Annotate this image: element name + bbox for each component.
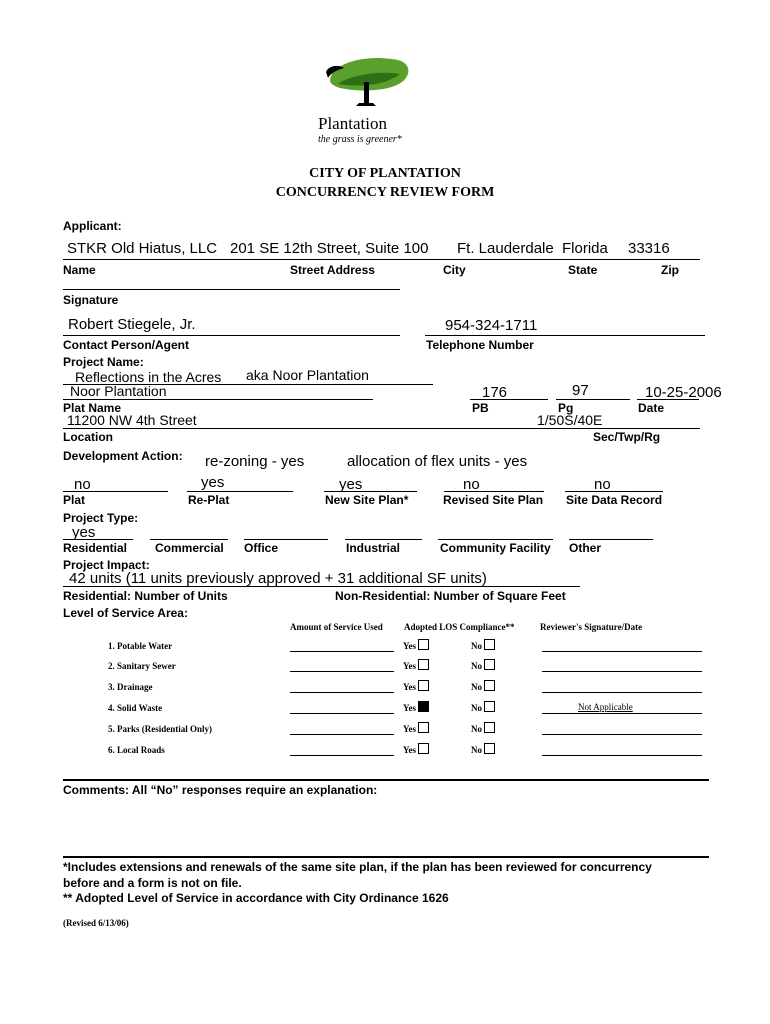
los-yes-option: [403, 701, 429, 713]
no-checkbox[interactable]: [484, 659, 495, 670]
new-site-plan-value[interactable]: yes: [339, 476, 363, 493]
yes-label: Yes: [403, 703, 416, 713]
no-checkbox[interactable]: [484, 722, 495, 733]
development-action-label: Development Action:: [63, 449, 183, 463]
yes-checkbox[interactable]: [418, 659, 429, 670]
footnote-1b: before and a form is not on file.: [63, 876, 242, 890]
replat-value[interactable]: yes: [201, 474, 225, 491]
signature-line[interactable]: [63, 289, 400, 290]
reviewer-signature-field[interactable]: [542, 692, 702, 693]
city-label: City: [443, 263, 466, 277]
divider: [63, 491, 168, 492]
divider: [345, 539, 422, 540]
office-label: Office: [244, 541, 279, 555]
divider: [244, 539, 328, 540]
sec-twp-rg-label: Sec/Twp/Rg: [593, 430, 661, 444]
los-no-option: [471, 701, 495, 713]
yes-label: Yes: [403, 641, 416, 651]
street-label: Street Address: [290, 263, 375, 277]
project-impact-label: Project Impact:: [63, 558, 150, 572]
divider: [63, 539, 133, 540]
contact-person[interactable]: Robert Stiegele, Jr.: [68, 316, 196, 333]
divider: [438, 539, 553, 540]
applicant-street[interactable]: 201 SE 12th Street, Suite 100: [230, 240, 429, 257]
no-label: No: [471, 661, 482, 671]
divider: [425, 335, 705, 336]
state-label: State: [568, 263, 598, 277]
yes-label: Yes: [403, 661, 416, 671]
amount-used-field[interactable]: [290, 713, 394, 714]
no-label: No: [471, 682, 482, 692]
los-label: Level of Service Area:: [63, 606, 188, 620]
los-row-label: 3. Drainage: [108, 682, 153, 692]
amount-used-field[interactable]: [290, 651, 394, 652]
no-label: No: [471, 641, 482, 651]
los-no-option: [471, 659, 495, 671]
amount-used-field[interactable]: [290, 692, 394, 693]
signature-label: Signature: [63, 293, 119, 307]
divider: [324, 491, 417, 492]
yes-checkbox[interactable]: [418, 722, 429, 733]
amount-used-field[interactable]: [290, 755, 394, 756]
divider: [569, 539, 653, 540]
location-label: Location: [63, 430, 113, 444]
divider: [470, 399, 548, 400]
los-yes-option: [403, 680, 429, 692]
sec-twp-rg-value[interactable]: 1/50S/40E: [537, 412, 603, 428]
yes-label: Yes: [403, 745, 416, 755]
no-label: No: [471, 745, 482, 755]
amount-used-field[interactable]: [290, 671, 394, 672]
los-header-amount: Amount of Service Used: [290, 622, 383, 632]
no-checkbox[interactable]: [484, 639, 495, 650]
reviewer-signature-field[interactable]: [542, 651, 702, 652]
comments-bottom-rule: [63, 856, 709, 858]
los-header-adopted: Adopted LOS Compliance**: [404, 622, 515, 632]
divider: [63, 399, 373, 400]
applicant-zip[interactable]: 33316: [628, 240, 670, 257]
form-title-line2: CONCURRENCY REVIEW FORM: [275, 185, 495, 200]
applicant-state[interactable]: Florida: [562, 240, 608, 257]
zip-label: Zip: [661, 263, 679, 277]
reviewer-signature-field[interactable]: [542, 755, 702, 756]
yes-checkbox[interactable]: [418, 701, 429, 712]
plat-name-label: Plat Name: [63, 401, 122, 415]
comments-label: Comments: All “No” responses require an explanation:: [63, 783, 378, 797]
divider: [63, 428, 700, 429]
replat-label: Re-Plat: [188, 493, 230, 507]
footnote-2: ** Adopted Level of Service in accordance with City Ordinance 1626: [63, 891, 449, 905]
yes-checkbox[interactable]: [418, 680, 429, 691]
los-no-option: [471, 722, 495, 734]
applicant-name[interactable]: STKR Old Hiatus, LLC: [67, 240, 218, 257]
date-label: Date: [638, 401, 665, 415]
divider: [444, 491, 544, 492]
phone-label: Telephone Number: [426, 338, 534, 352]
no-label: No: [471, 724, 482, 734]
revised-site-plan-label: Revised Site Plan: [443, 493, 544, 507]
nonresidential-sqft-label: Non-Residential: Number of Square Feet: [335, 589, 566, 603]
divider: [150, 539, 228, 540]
reviewer-signature-field[interactable]: [542, 734, 702, 735]
reviewer-signature-field[interactable]: [542, 713, 702, 714]
logo-wordmark: Plantation: [318, 114, 387, 133]
los-no-option: [471, 639, 495, 651]
los-row-label: 2. Sanitary Sewer: [108, 661, 176, 671]
los-row-label: 5. Parks (Residential Only): [108, 724, 213, 734]
plat-value[interactable]: no: [74, 476, 91, 493]
no-checkbox[interactable]: [484, 743, 495, 754]
date-value[interactable]: 10-25-2006: [645, 384, 722, 401]
form-title-line1: CITY OF PLANTATION: [309, 166, 461, 181]
amount-used-field[interactable]: [290, 734, 394, 735]
no-label: No: [471, 703, 482, 713]
development-note-rezoning[interactable]: re-zoning - yes: [205, 453, 305, 470]
divider: [63, 779, 709, 781]
name-label: Name: [63, 263, 96, 277]
los-row-label: 6. Local Roads: [108, 745, 165, 755]
community-facility-label: Community Facility: [440, 541, 551, 555]
project-name[interactable]: Reflections in the Acres: [75, 369, 222, 385]
yes-checkbox[interactable]: [418, 639, 429, 650]
project-name-label: Project Name:: [63, 355, 144, 369]
yes-checkbox[interactable]: [418, 743, 429, 754]
contact-person-label: Contact Person/Agent: [63, 338, 190, 352]
other-label: Other: [569, 541, 602, 555]
los-row-label: 1. Potable Water: [108, 641, 173, 651]
reviewer-signature-field[interactable]: [542, 671, 702, 672]
divider: [187, 491, 293, 492]
pb-value[interactable]: 176: [482, 384, 508, 401]
divider: [63, 586, 580, 587]
yes-label: Yes: [403, 724, 416, 734]
project-type-label: Project Type:: [63, 511, 139, 525]
pg-label: Pg: [558, 401, 574, 415]
residential-label: Residential: [63, 541, 128, 555]
no-checkbox[interactable]: [484, 680, 495, 691]
tree-logo-icon: [318, 52, 418, 112]
footnote-1: *Includes extensions and renewals of the same site plan, if the plan has been reviewed for concurrency: [63, 860, 652, 874]
applicant-city[interactable]: Ft. Lauderdale: [457, 240, 554, 257]
plat-label: Plat: [63, 493, 86, 507]
los-no-option: [471, 680, 495, 692]
site-data-record-label: Site Data Record: [566, 493, 663, 507]
development-note-flex[interactable]: allocation of flex units - yes: [347, 453, 528, 470]
los-no-option: [471, 743, 495, 755]
los-yes-option: [403, 743, 429, 755]
divider: [556, 399, 630, 400]
los-yes-option: [403, 722, 429, 734]
project-aka[interactable]: aka Noor Plantation: [246, 367, 369, 383]
divider: [565, 491, 663, 492]
site-data-record-value[interactable]: no: [594, 476, 611, 493]
residential-value[interactable]: yes: [72, 524, 96, 541]
no-checkbox[interactable]: [484, 701, 495, 712]
revised-date: (Revised 6/13/06): [63, 918, 129, 928]
applicant-label: Applicant:: [63, 219, 122, 233]
pb-label: PB: [472, 401, 489, 415]
pg-value[interactable]: 97: [572, 382, 589, 399]
divider: [63, 335, 400, 336]
new-site-plan-label: New Site Plan*: [325, 493, 409, 507]
los-yes-option: [403, 659, 429, 671]
yes-label: Yes: [403, 682, 416, 692]
logo-tagline: the grass is greener*: [318, 134, 402, 145]
divider: [63, 259, 700, 260]
divider: [637, 399, 699, 400]
revised-site-plan-value[interactable]: no: [463, 476, 480, 493]
los-row-label: 4. Solid Waste: [108, 703, 163, 713]
los-header-reviewer: Reviewer's Signature/Date: [540, 622, 643, 632]
location-value[interactable]: 11200 NW 4th Street: [67, 412, 197, 428]
commercial-label: Commercial: [155, 541, 224, 555]
industrial-label: Industrial: [346, 541, 401, 555]
residential-units-label: Residential: Number of Units: [63, 589, 228, 603]
reviewer-note: Not Applicable: [578, 702, 633, 712]
contact-phone[interactable]: 954-324-1711: [445, 317, 538, 334]
project-impact-value[interactable]: 42 units (11 units previously approved + 31 additional SF units): [69, 570, 487, 587]
los-yes-option: [403, 639, 429, 651]
plat-name[interactable]: Noor Plantation: [70, 383, 167, 399]
